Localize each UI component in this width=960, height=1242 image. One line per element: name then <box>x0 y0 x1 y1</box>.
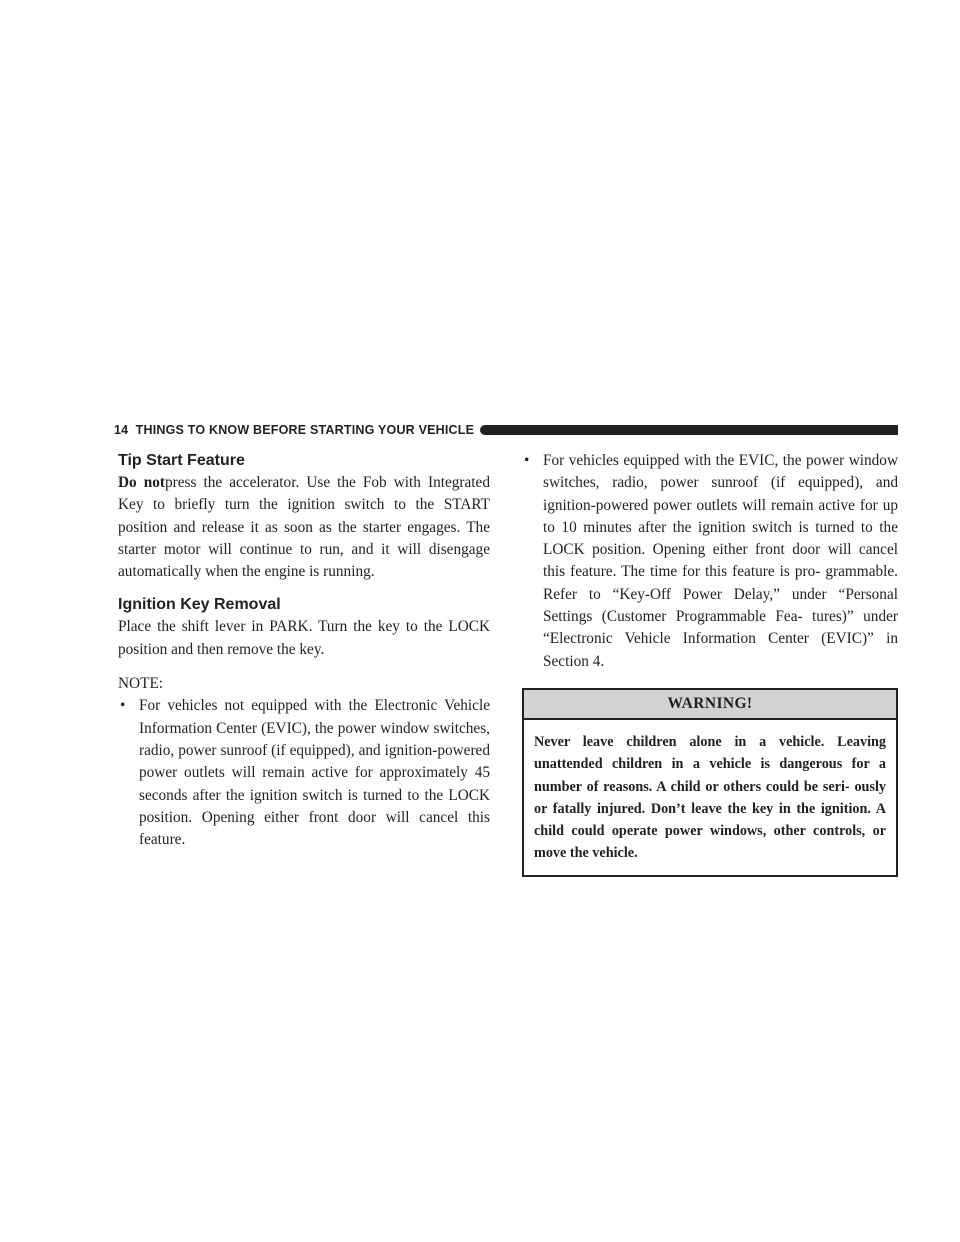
tip-start-lead: Do not <box>118 474 165 491</box>
header-rule <box>480 425 898 435</box>
running-header <box>114 423 474 437</box>
key-removal-heading: Ignition Key Removal <box>118 596 281 614</box>
left-column <box>118 450 490 851</box>
warning-title: WARNING! <box>524 690 896 720</box>
right-column <box>522 450 898 877</box>
key-removal-paragraph: Place the shift lever in PARK. Turn the key to the LOCK position and then remove the key. <box>118 618 490 658</box>
tip-start-paragraph <box>118 472 490 583</box>
tip-start-body: press the accelerator. Use the Fob with Integrated Key to briefly turn the ignition switch to the START position and release it as soon as the starter engages. The starter motor will continue to run, and it will disengage automatically when the engine is running. <box>118 474 490 581</box>
page-header <box>114 421 898 439</box>
page-number: 14 <box>114 423 129 437</box>
note-bullet-text: For vehicles not equipped with the Electronic Vehicle Information Center (EVIC), the power window switches, radio, power sunroof (if equipped), and ignition-powered power outlets will remain active for approximately 45 seconds after the ignition switch is turned to the LOCK position. Opening either front door will cancel this feature. <box>139 697 490 849</box>
warning-box <box>522 688 898 877</box>
tip-start-heading: Tip Start Feature <box>118 452 245 469</box>
bullet-symbol: • <box>524 452 530 469</box>
section-title: THINGS TO KNOW BEFORE STARTING YOUR VEHICLE <box>135 423 475 437</box>
warning-text: Never leave children alone in a vehicle. Leaving unattended children in a vehicle is dangerous for a number of reasons. A child or others could be seri- ously or fatally injured. Don’t leave the key in the ignition. A child could operate power windows, other controls, or move the vehicle. <box>534 733 886 862</box>
note-bullet-1 <box>118 695 490 851</box>
note-bullet-2 <box>522 450 898 673</box>
note-label: NOTE: <box>118 675 164 693</box>
bullet-symbol: • <box>120 697 126 715</box>
note-bullet-text: For vehicles equipped with the EVIC, the power window switches, radio, power sunroof (if equipped), and ignition-powered power outlets will remain active for up to 10 minutes after the ignition switch is turned to the LOCK position. Opening either front door will cancel this feature. The time for this feature is pro- grammable. Refer to “Key-Off Power Delay,” under “Personal Settings (Customer Programmable Fea- tures)” under “Electronic Vehicle Information Center (EVIC)” in Section 4. <box>543 452 898 670</box>
